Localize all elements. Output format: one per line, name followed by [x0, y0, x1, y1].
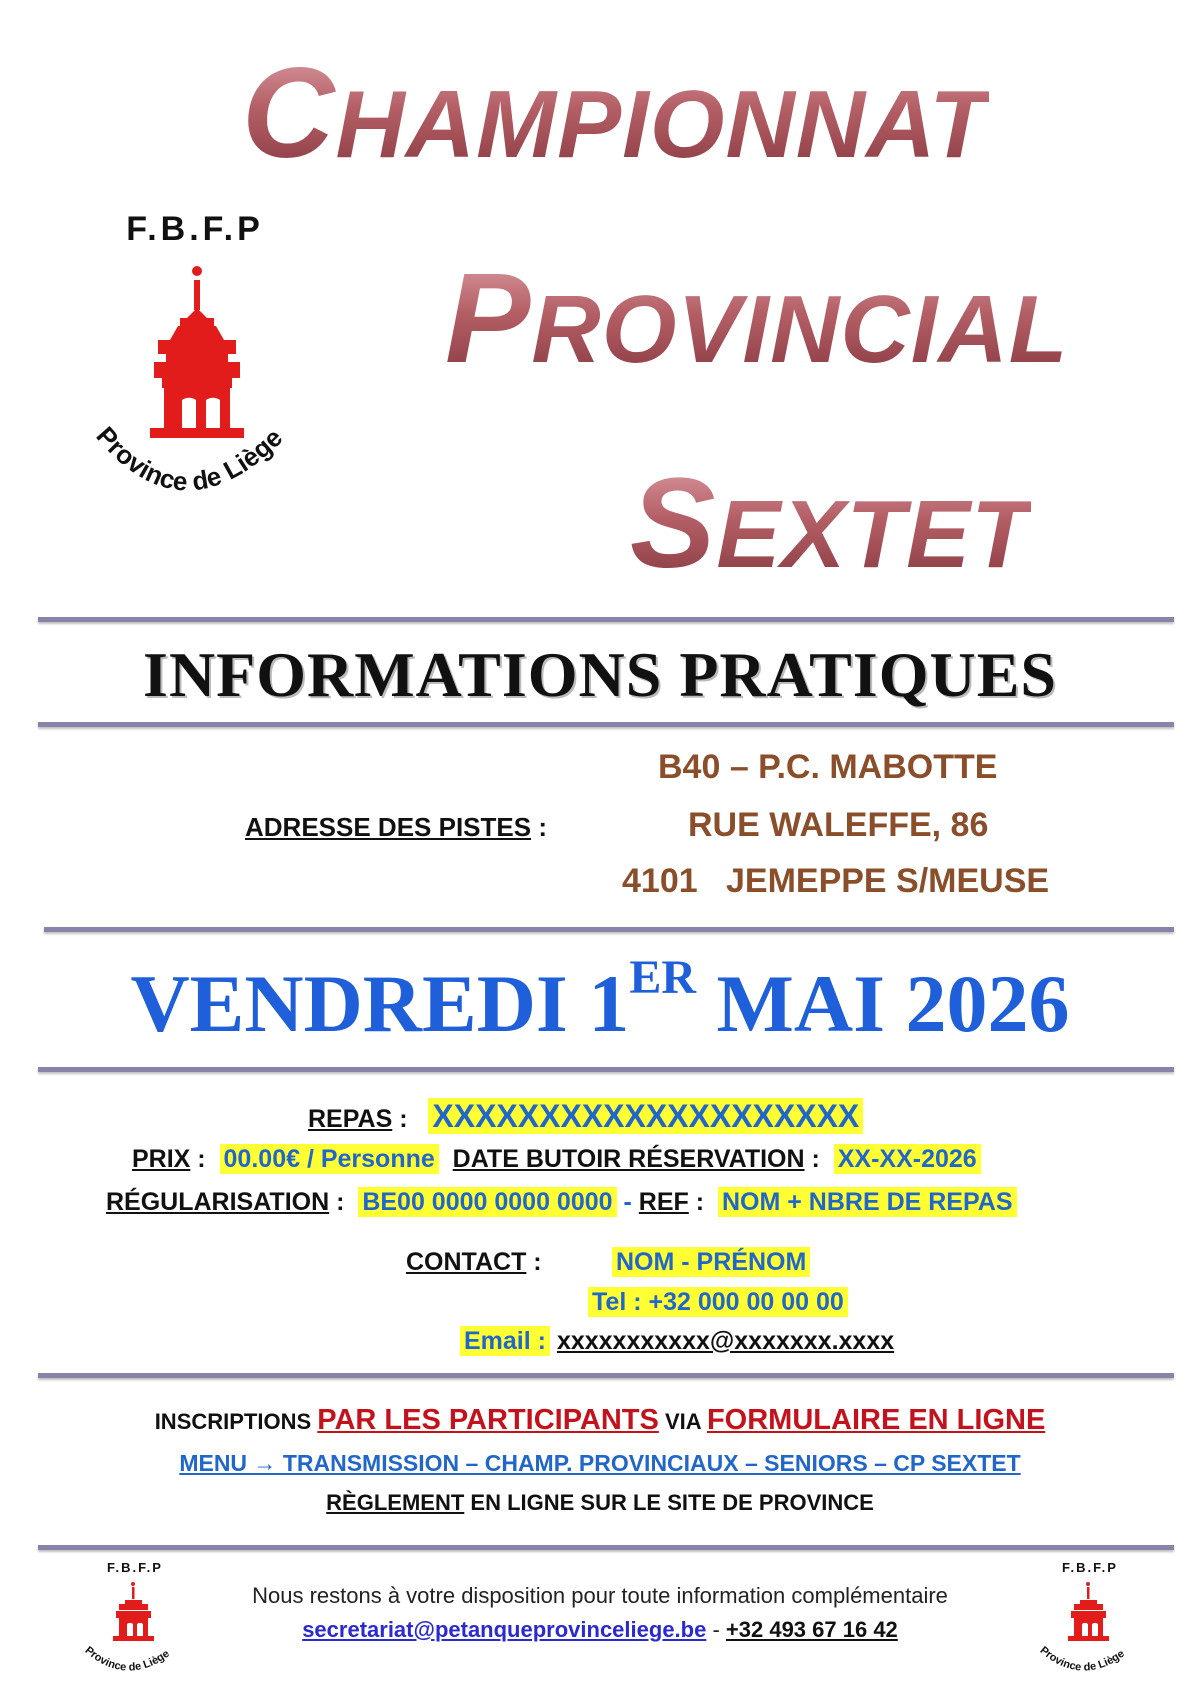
svg-text:Province de Liège: Province de Liège	[82, 1644, 172, 1674]
title-line-championnat: CHAMPIONNAT	[242, 42, 989, 185]
price-value: 00.00€ / Personne	[220, 1144, 439, 1174]
divider	[38, 617, 1174, 622]
address-line-3: 4101 JEMEPPE S/MEUSE	[622, 862, 1050, 900]
fbfp-logo	[70, 200, 340, 520]
contact-label: CONTACT :	[406, 1248, 542, 1276]
perron-icon	[1030, 1560, 1150, 1690]
meal-value: XXXXXXXXXXXXXXXXXXXX	[428, 1098, 863, 1134]
footer-text: Nous restons à votre disposition pour toute information complémentaire	[252, 1583, 948, 1608]
meal-row: REPAS : XXXXXXXXXXXXXXXXXXXX	[308, 1098, 863, 1135]
info-heading: INFORMATIONS PRATIQUES	[143, 639, 1057, 710]
contact-email: Email : xxxxxxxxxxx@xxxxxxx.xxxx	[460, 1327, 894, 1356]
iban-value: BE00 0000 0000 0000	[358, 1187, 616, 1217]
perron-icon	[70, 200, 340, 520]
contact-email-value: xxxxxxxxxxx@xxxxxxx.xxxx	[556, 1327, 895, 1355]
fbfp-logo-small-left: F.B.F.P Province de Liège	[75, 1560, 195, 1690]
contact-name: NOM - PRÉNOM	[612, 1248, 810, 1277]
footer-contact: secretariat@petanqueprovinceliege.be - +32 493 67 16 42	[302, 1617, 898, 1642]
rules-line: RÈGLEMENT EN LIGNE SUR LE SITE DE PROVINCE	[326, 1490, 874, 1515]
online-form-link[interactable]: FORMULAIRE EN LIGNE	[706, 1404, 1046, 1436]
logo-letters: F.B.F.P	[126, 210, 264, 248]
divider	[44, 927, 1174, 932]
payment-row: RÉGULARISATION : BE00 0000 0000 0000 - REF : NOM + NBRE DE REPAS	[106, 1188, 1017, 1217]
divider	[38, 1067, 1174, 1072]
logo-caption: Province de Liège	[90, 420, 289, 497]
address-label: ADRESSE DES PISTES :	[245, 812, 547, 842]
perron-icon	[75, 1560, 195, 1690]
contact-tel: Tel : +32 000 00 00 00	[588, 1288, 848, 1317]
divider	[38, 1373, 1174, 1378]
menu-path[interactable]: MENU → TRANSMISSION – CHAMP. PROVINCIAUX – SENIORS – CP SEXTET	[179, 1450, 1021, 1476]
footer-email-link[interactable]: secretariat@petanqueprovinceliege.be	[302, 1617, 707, 1642]
address-line-1: B40 – P.C. MABOTTE	[658, 748, 998, 786]
fbfp-logo-small-right: F.B.F.P Province de Liège	[1030, 1560, 1150, 1690]
inscriptions-line: INSCRIPTIONS PAR LES PARTICIPANTS VIA FORMULAIRE EN LIGNE	[154, 1404, 1046, 1436]
ref-value: NOM + NBRE DE REPAS	[718, 1187, 1017, 1217]
footer-phone: +32 493 67 16 42	[725, 1617, 898, 1642]
address-line-2: RUE WALEFFE, 86	[688, 806, 989, 844]
title-line-sextet: SEXTET	[630, 452, 1031, 595]
svg-text:Province de Liège: Province de Liège	[1037, 1644, 1127, 1674]
divider	[38, 1545, 1174, 1550]
title-line-provincial: PROVINCIAL	[445, 247, 1069, 390]
price-row: PRIX : 00.00€ / Personne DATE BUTOIR RÉSERVATION : XX-XX-2026	[132, 1145, 981, 1174]
divider	[38, 722, 1174, 727]
event-date: VENDREDI 1ER MAI 2026	[130, 951, 1070, 1049]
deadline-value: XX-XX-2026	[834, 1144, 981, 1174]
